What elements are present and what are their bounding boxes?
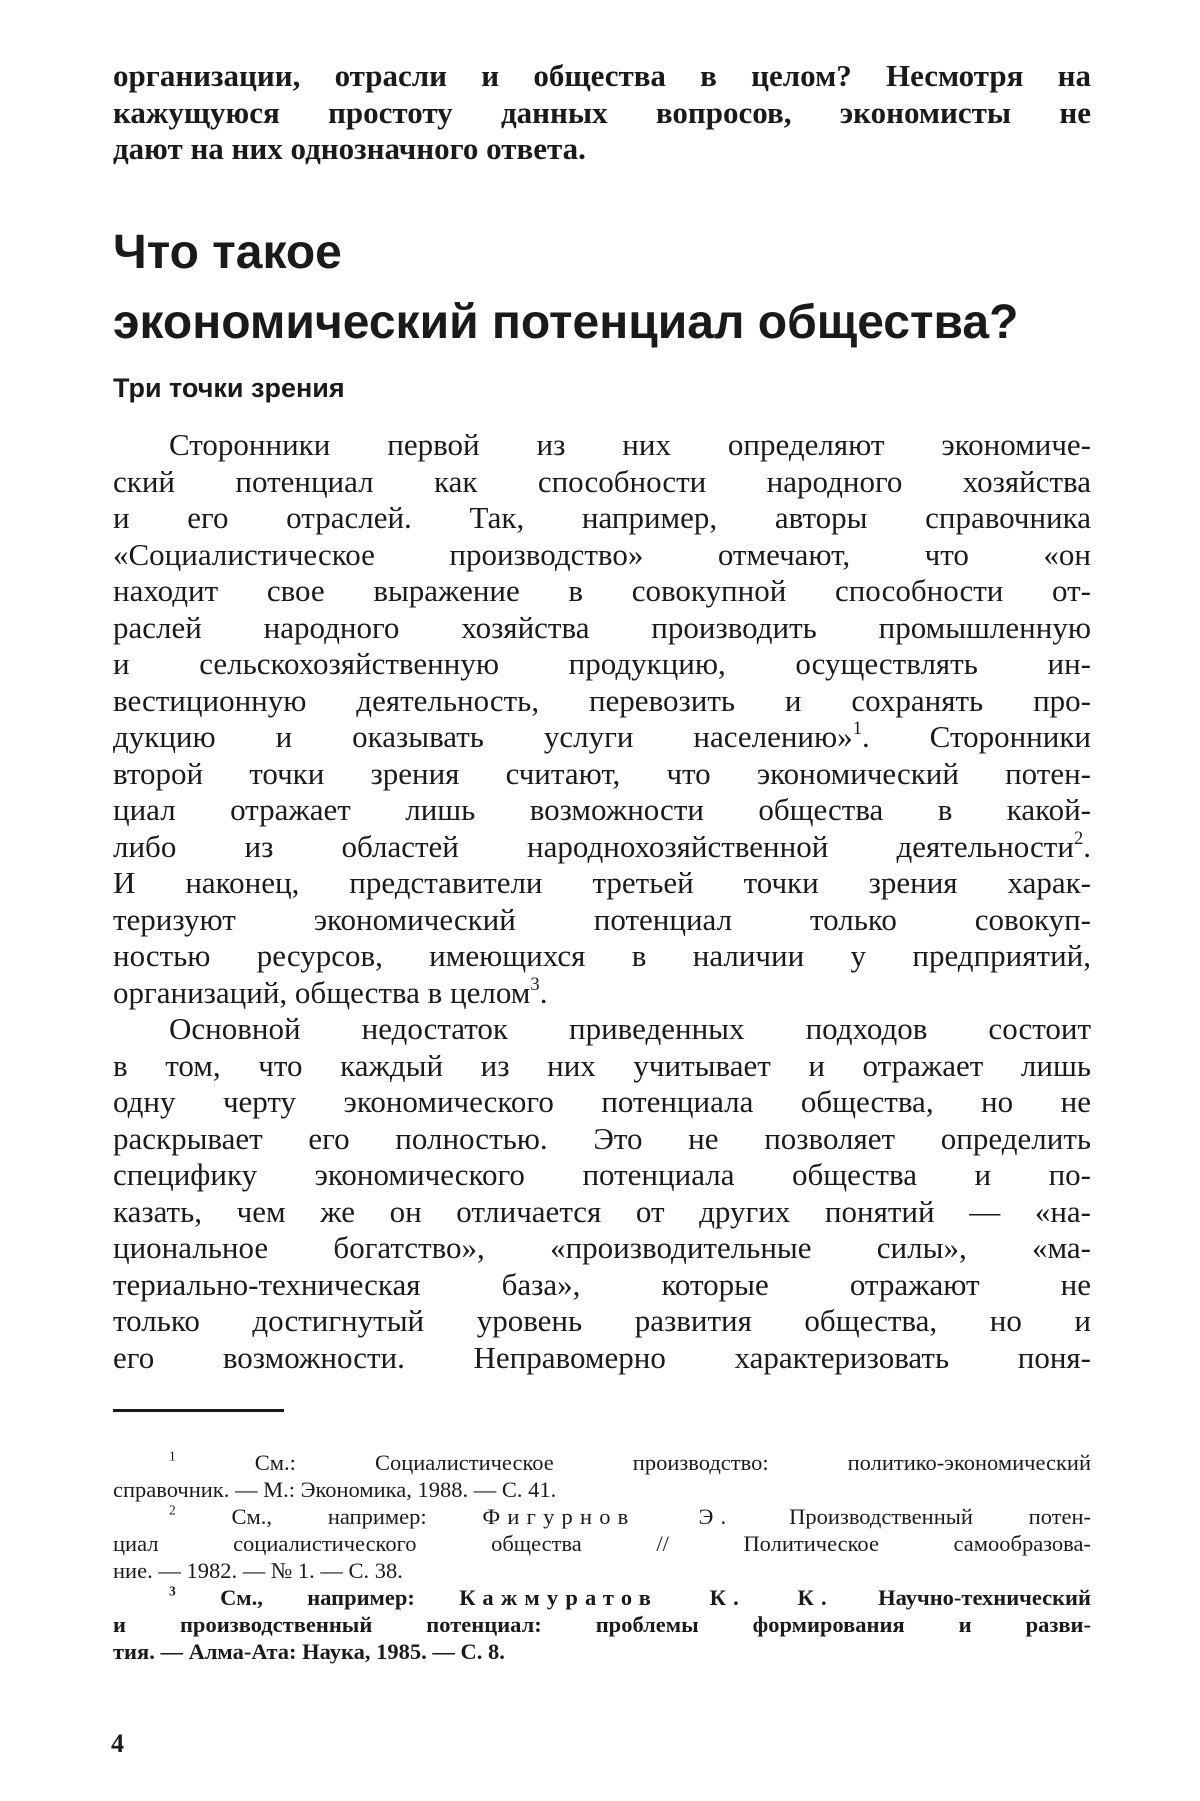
text-line: и его отраслей. Так, например, авторы справочника (113, 500, 1091, 535)
text-line: теризуют экономический потенциал только совокуп- (113, 901, 1091, 937)
text-line: кажущуюся простоту данных вопросов, экономисты не (113, 94, 1091, 130)
footnote-line (113, 1584, 1091, 1611)
text-line: специфику экономического потенциала общества и по- (113, 1157, 1091, 1192)
text-line: «Социалистическое производство» отмечают, что «он (113, 536, 1091, 572)
footnote-text: Научно-технический (878, 1585, 1091, 1610)
text-line: раскрывает его полностью. Это не позволяет определить (113, 1120, 1091, 1156)
heading-line: экономический потенциал общества? (113, 296, 1019, 349)
footnote-line: ние. — 1982. — № 1. — С. 38. (113, 1558, 403, 1583)
footnote-line: справочник. — М.: Экономика, 1988. — С. 41. (113, 1477, 557, 1502)
text-line: его возможности. Неправомерно характеризовать поня- (113, 1339, 1091, 1375)
footnote-text: См., например: (220, 1585, 415, 1610)
footnote-number: 3 (169, 1584, 176, 1599)
footnote-line (113, 1449, 1091, 1476)
page-number: 4 (111, 1729, 124, 1758)
footnote-text: См.: Социалистическое производство: политико-экономический (254, 1450, 1091, 1475)
text-fragment: организаций, общества в целом (113, 974, 531, 1010)
heading-line: Что такое (113, 226, 342, 279)
footnote-text: Производственный потен- (789, 1504, 1091, 1529)
text-line (113, 719, 1091, 756)
text-fragment: . Сторонники (861, 719, 1091, 754)
body-text (113, 427, 1091, 1376)
text-line: териально-техническая база», которые отражают не (113, 1266, 1091, 1302)
footnote-author: Кажмуратов К. К. (459, 1585, 834, 1610)
footnote-ref-3: 3 (530, 974, 540, 995)
footnote-line: и производственный потенциал: проблемы формирования и разви- (113, 1612, 1091, 1637)
footnote-number: 2 (169, 1503, 176, 1518)
footnote-author: Фигурнов Э. (482, 1504, 734, 1529)
text-line: только достигнутый уровень развития общества, но и (113, 1303, 1091, 1338)
text-line: казать, чем же он отличается от других понятий — «на- (113, 1193, 1091, 1229)
footnote-text: См., например: (231, 1504, 427, 1529)
text-line: организации, отрасли и общества в целом? Несмотря на (113, 58, 1091, 93)
text-fragment: . (539, 974, 548, 1010)
footnote-divider (113, 1409, 284, 1412)
footnote-ref-1: 1 (852, 719, 862, 739)
text-line: в том, что каждый из них учитывает и отражает лишь (113, 1047, 1091, 1083)
intro-paragraph (113, 58, 1091, 168)
text-line: ский потенциал как способности народного хозяйства (113, 463, 1091, 499)
subsection-heading: Три точки зрения (113, 373, 345, 403)
text-line: раслей народного хозяйства производить промышленную (113, 609, 1091, 645)
section-heading (113, 218, 1018, 358)
text-line: циал отражает лишь возможности общества в какой- (113, 792, 1091, 827)
footnote-line: циал социалистического общества // Политическое самообразова- (113, 1531, 1091, 1556)
footnote-number: 1 (169, 1449, 176, 1464)
text-line: циональное богатство», «производительные силы», «ма- (113, 1230, 1091, 1265)
text-line (113, 829, 1091, 866)
text-line: второй точки зрения считают, что экономический потен- (113, 755, 1091, 791)
text-line: Основной недостаток приведенных подходов состоит (169, 1011, 1091, 1046)
text-fragment: дукцию и оказывать услуги населению» (113, 719, 853, 754)
text-fragment: либо из областей народнохозяйственной деятельности (113, 828, 1074, 864)
text-line: дают на них однозначного ответа. (113, 131, 586, 166)
footnote-line (113, 1503, 1091, 1530)
text-line: одну черту экономического потенциала общества, но не (113, 1084, 1091, 1119)
text-line: и сельскохозяйственную продукцию, осуществлять ин- (113, 646, 1091, 681)
footnote-ref-2: 2 (1073, 828, 1084, 849)
text-fragment: . (1083, 828, 1091, 864)
text-line: И наконец, представители третьей точки зрения харак- (113, 865, 1091, 900)
text-line: ностью ресурсов, имеющихся в наличии у предприятий, (113, 938, 1091, 973)
text-line (113, 975, 1091, 1012)
footnote-line: тия. — Алма-Ата: Наука, 1985. — С. 8. (113, 1639, 505, 1664)
text-line: вестиционную деятельность, перевозить и сохранять про- (113, 682, 1091, 718)
footnotes (113, 1449, 1091, 1665)
text-line: находит свое выражение в совокупной способности от- (113, 573, 1091, 608)
text-line: Сторонники первой из них определяют экономиче- (169, 427, 1091, 462)
